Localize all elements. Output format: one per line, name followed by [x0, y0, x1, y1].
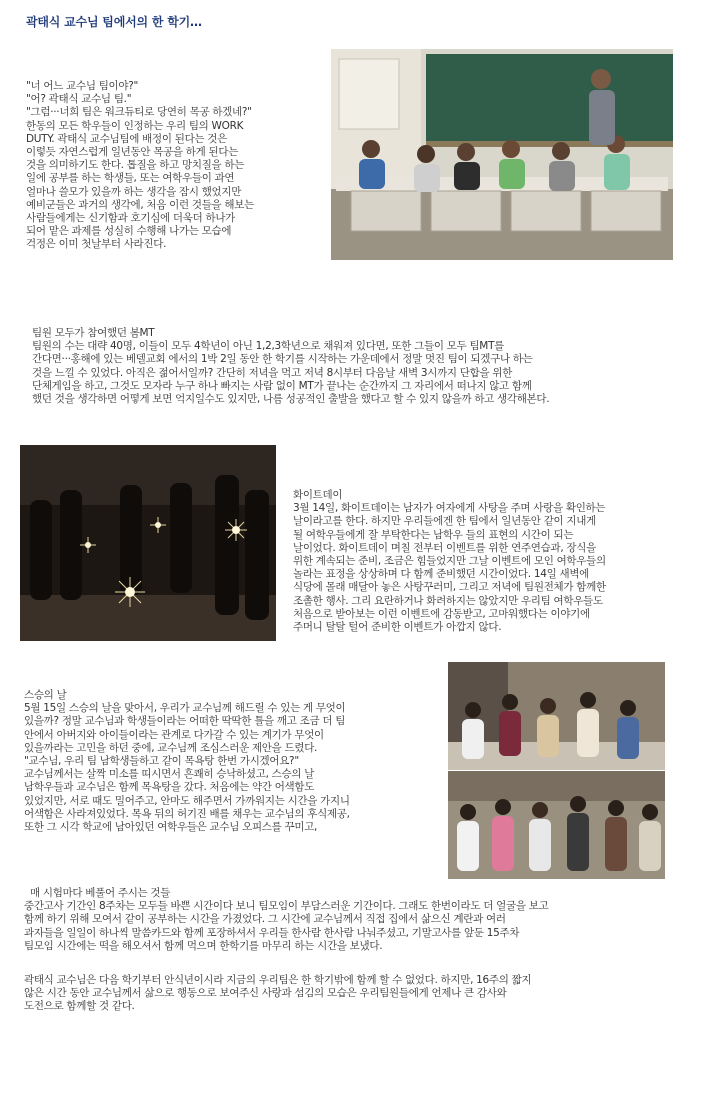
text-line: 이렇듯 자연스럽게 일년동안 목공을 하게 된다는: [26, 146, 239, 159]
text-line: "어? 곽태식 교수님 팀.": [26, 93, 132, 106]
office-party-photo: [448, 662, 665, 879]
text-line: 함께 하기 위해 모여서 같이 공부하는 시간을 가졌었다. 그 시간에 교수님께서 직접 집에서 삶으신 계란과 여러: [24, 913, 506, 926]
text-line: 식당에 몰래 매달아 놓은 사탕꾸러미, 그리고 저녁에 팀원전체가 함께한: [293, 581, 606, 594]
text-line: 5월 15일 스승의 날을 맞아서, 우리가 교수님께 해드릴 수 있는 게 무엇이: [24, 702, 346, 715]
text-line: 것을 의미하기도 한다. 톱질을 하고 망치질을 하는: [26, 159, 245, 172]
text-line: 안에서 아버지와 아이들이라는 관계로 다가갈 수 있는 계기가 무엇이: [24, 728, 324, 741]
text-line: "그럼···너희 팀은 워크듀티로 당연히 목공 하겠네?": [26, 106, 252, 119]
text-line: "너 어느 교수님 팀이야?": [26, 80, 139, 92]
text-line: 화이트데이: [293, 489, 343, 501]
text-line: 날이었다. 화이트데이 며칠 전부터 이벤트를 위한 연주연습과, 장식을: [293, 541, 596, 554]
text-line: 일에 공부를 하는 학생들, 또는 여학우들이 과연: [26, 172, 235, 185]
classroom-photo: [331, 49, 673, 260]
text-line: 또한 그 시각 학교에 남아있던 여학우들은 교수님 오피스를 꾸미고,: [24, 821, 318, 834]
closing-text: [24, 974, 531, 1014]
text-line: 했던 것을 생각하면 어떻게 보면 억지일수도 있지만, 나름 성공적인 출발을 했다고 할 수 있지 않을까 하고 생각해본다.: [32, 393, 550, 406]
text-line: 어색함은 사라져있었다. 목욕 뒤의 허기진 배를 채우는 교수님의 후식제공,: [24, 807, 350, 820]
text-line: 팀원 모두가 참여했던 봄MT: [32, 327, 155, 339]
text-line: 있었지만, 서로 때도 밀어주고, 안마도 해주면서 가까워지는 시간을 가지니: [24, 794, 350, 807]
sparklers-photo: [20, 445, 276, 641]
page-title: 곽태식 교수님 팀에서의 한 학기…: [26, 15, 202, 29]
text-line: 교수님께서는 살짝 미소를 띠시면서 흔쾌히 승낙하셨고, 스승의 날: [24, 768, 315, 781]
text-line: 얼마나 쓸모가 있을까 하는 생각을 잠시 했었지만: [26, 185, 242, 198]
text-line: 3월 14일, 화이트데이는 남자가 여자에게 사탕을 주며 사랑을 확인하는: [293, 502, 606, 515]
text-line: 있을까? 정말 교수님과 학생들이라는 어떠한 딱딱한 틀을 깨고 조금 더 팀: [24, 715, 346, 728]
text-line: 곽태식 교수님은 다음 학기부터 안식년이시라 지금의 우리팀은 한 학기밖에 함께 할 수 없었다. 하지만, 16주의 짧지: [24, 974, 532, 986]
text-line: 처음으로 받아보는 이런 이벤트에 감동받고, 고마워했다는 이야기에: [293, 607, 590, 620]
text-line: 간다면···홍해에 있는 베델교회 에서의 1박 2일 동안 한 학기를 시작하는 가운데에서 정말 멋진 팀이 되겠구나 하는: [32, 353, 533, 366]
text-line: "교수님, 우리 팀 남학생들하고 같이 목욕탕 한번 가시겠어요?": [24, 755, 299, 768]
text-line: 있을까라는 고민을 하던 중에, 교수님께 조심스러운 제안을 드렸다.: [24, 741, 318, 754]
text-line: 예비군들은 과거의 생각에, 처음 이런 것들을 해보는: [26, 198, 254, 211]
text-line: 단체게임을 하고, 그것도 모자라 누구 하나 빠지는 사람 없이 MT가 끝나는 순간까지 그 자리에서 떠나지 않고 함께: [32, 379, 532, 392]
text-line: 되어 맡은 과제를 성실히 수행해 나가는 모습에: [26, 225, 232, 238]
text-line: 날이라고를 한다. 하지만 우리들에겐 한 팀에서 일년동안 같이 지내게: [293, 515, 596, 528]
text-line: 것을 느낄 수 있었다. 아직은 젊어서일까? 간단히 저녁을 먹고 저녁 8시부터 다음날 새벽 3시까지 단합을 위한: [32, 366, 513, 379]
text-line: 조촐한 행사. 그리 요란하거나 화려하지는 않았지만 우리팀 여학우들도: [293, 594, 603, 607]
teachers-day-text: [24, 689, 350, 834]
work-duty-text: [26, 80, 254, 252]
text-line: 팀원의 수는 대략 40명, 이들이 모두 4학년이 아닌 1,2,3학년으로 채워져 있다면, 또한 그들이 모두 팀MT를: [32, 340, 505, 353]
text-line: 매 시험마다 베풀어 주시는 것들: [30, 887, 171, 899]
text-line: 사람들에게는 신기함과 호기심에 더욱더 하나가: [26, 212, 236, 225]
white-day-text: [293, 489, 606, 634]
text-line: 도전으로 함께할 것 같다.: [24, 1000, 135, 1013]
text-line: 한동의 모든 학우들이 인정하는 우리 팀의 WORK: [26, 119, 244, 132]
text-line: 과자들을 일일이 하나씩 말씀카드와 함께 포장하셔서 우리들 한사람 한사람 나눠주셨고, 기말고사를 앞둔 15주차: [24, 926, 520, 939]
text-line: 될 여학우들에게 잘 부탁한다는 남학우 들의 표현의 시간이 되는: [293, 528, 574, 541]
text-line: 놀라는 표정을 상상하며 다 함께 준비했던 시간이었다. 14일 새벽에: [293, 568, 590, 581]
text-line: 중간고사 기간인 8주차는 모두들 바쁜 시간이다 보니 팀모임이 부담스러운 기간이다. 그래도 한번이라도 더 얼굴을 보고: [24, 900, 549, 913]
text-line: 남학우들과 교수님은 함께 목욕탕을 갔다. 처음에는 약간 어색함도: [24, 781, 315, 794]
text-line: 주머니 탈탈 털어 준비한 이벤트가 아깝지 않다.: [293, 621, 502, 634]
exam-season-text: [24, 887, 548, 953]
spring-mt-text: [32, 327, 549, 406]
text-line: 위한 계속되는 준비, 조금은 힘들었지만 그날 이벤트에 모인 여학우들의: [293, 555, 606, 568]
text-line: 스승의 날: [24, 689, 67, 701]
text-line: 않은 시간 동안 교수님께서 삶으로 행동으로 보여주신 사랑과 섬김의 모습은 우리팀원들에게 언제나 큰 감사와: [24, 987, 507, 1000]
text-line: 걱정은 이미 첫날부터 사라진다.: [26, 238, 167, 251]
text-line: DUTY. 곽태식 교수님팀에 배정이 된다는 것은: [26, 132, 227, 145]
text-line: 팀모임 시간에는 떡을 해오셔서 함께 먹으며 한학기를 마무리 하는 시간을 보냈다.: [24, 939, 383, 952]
